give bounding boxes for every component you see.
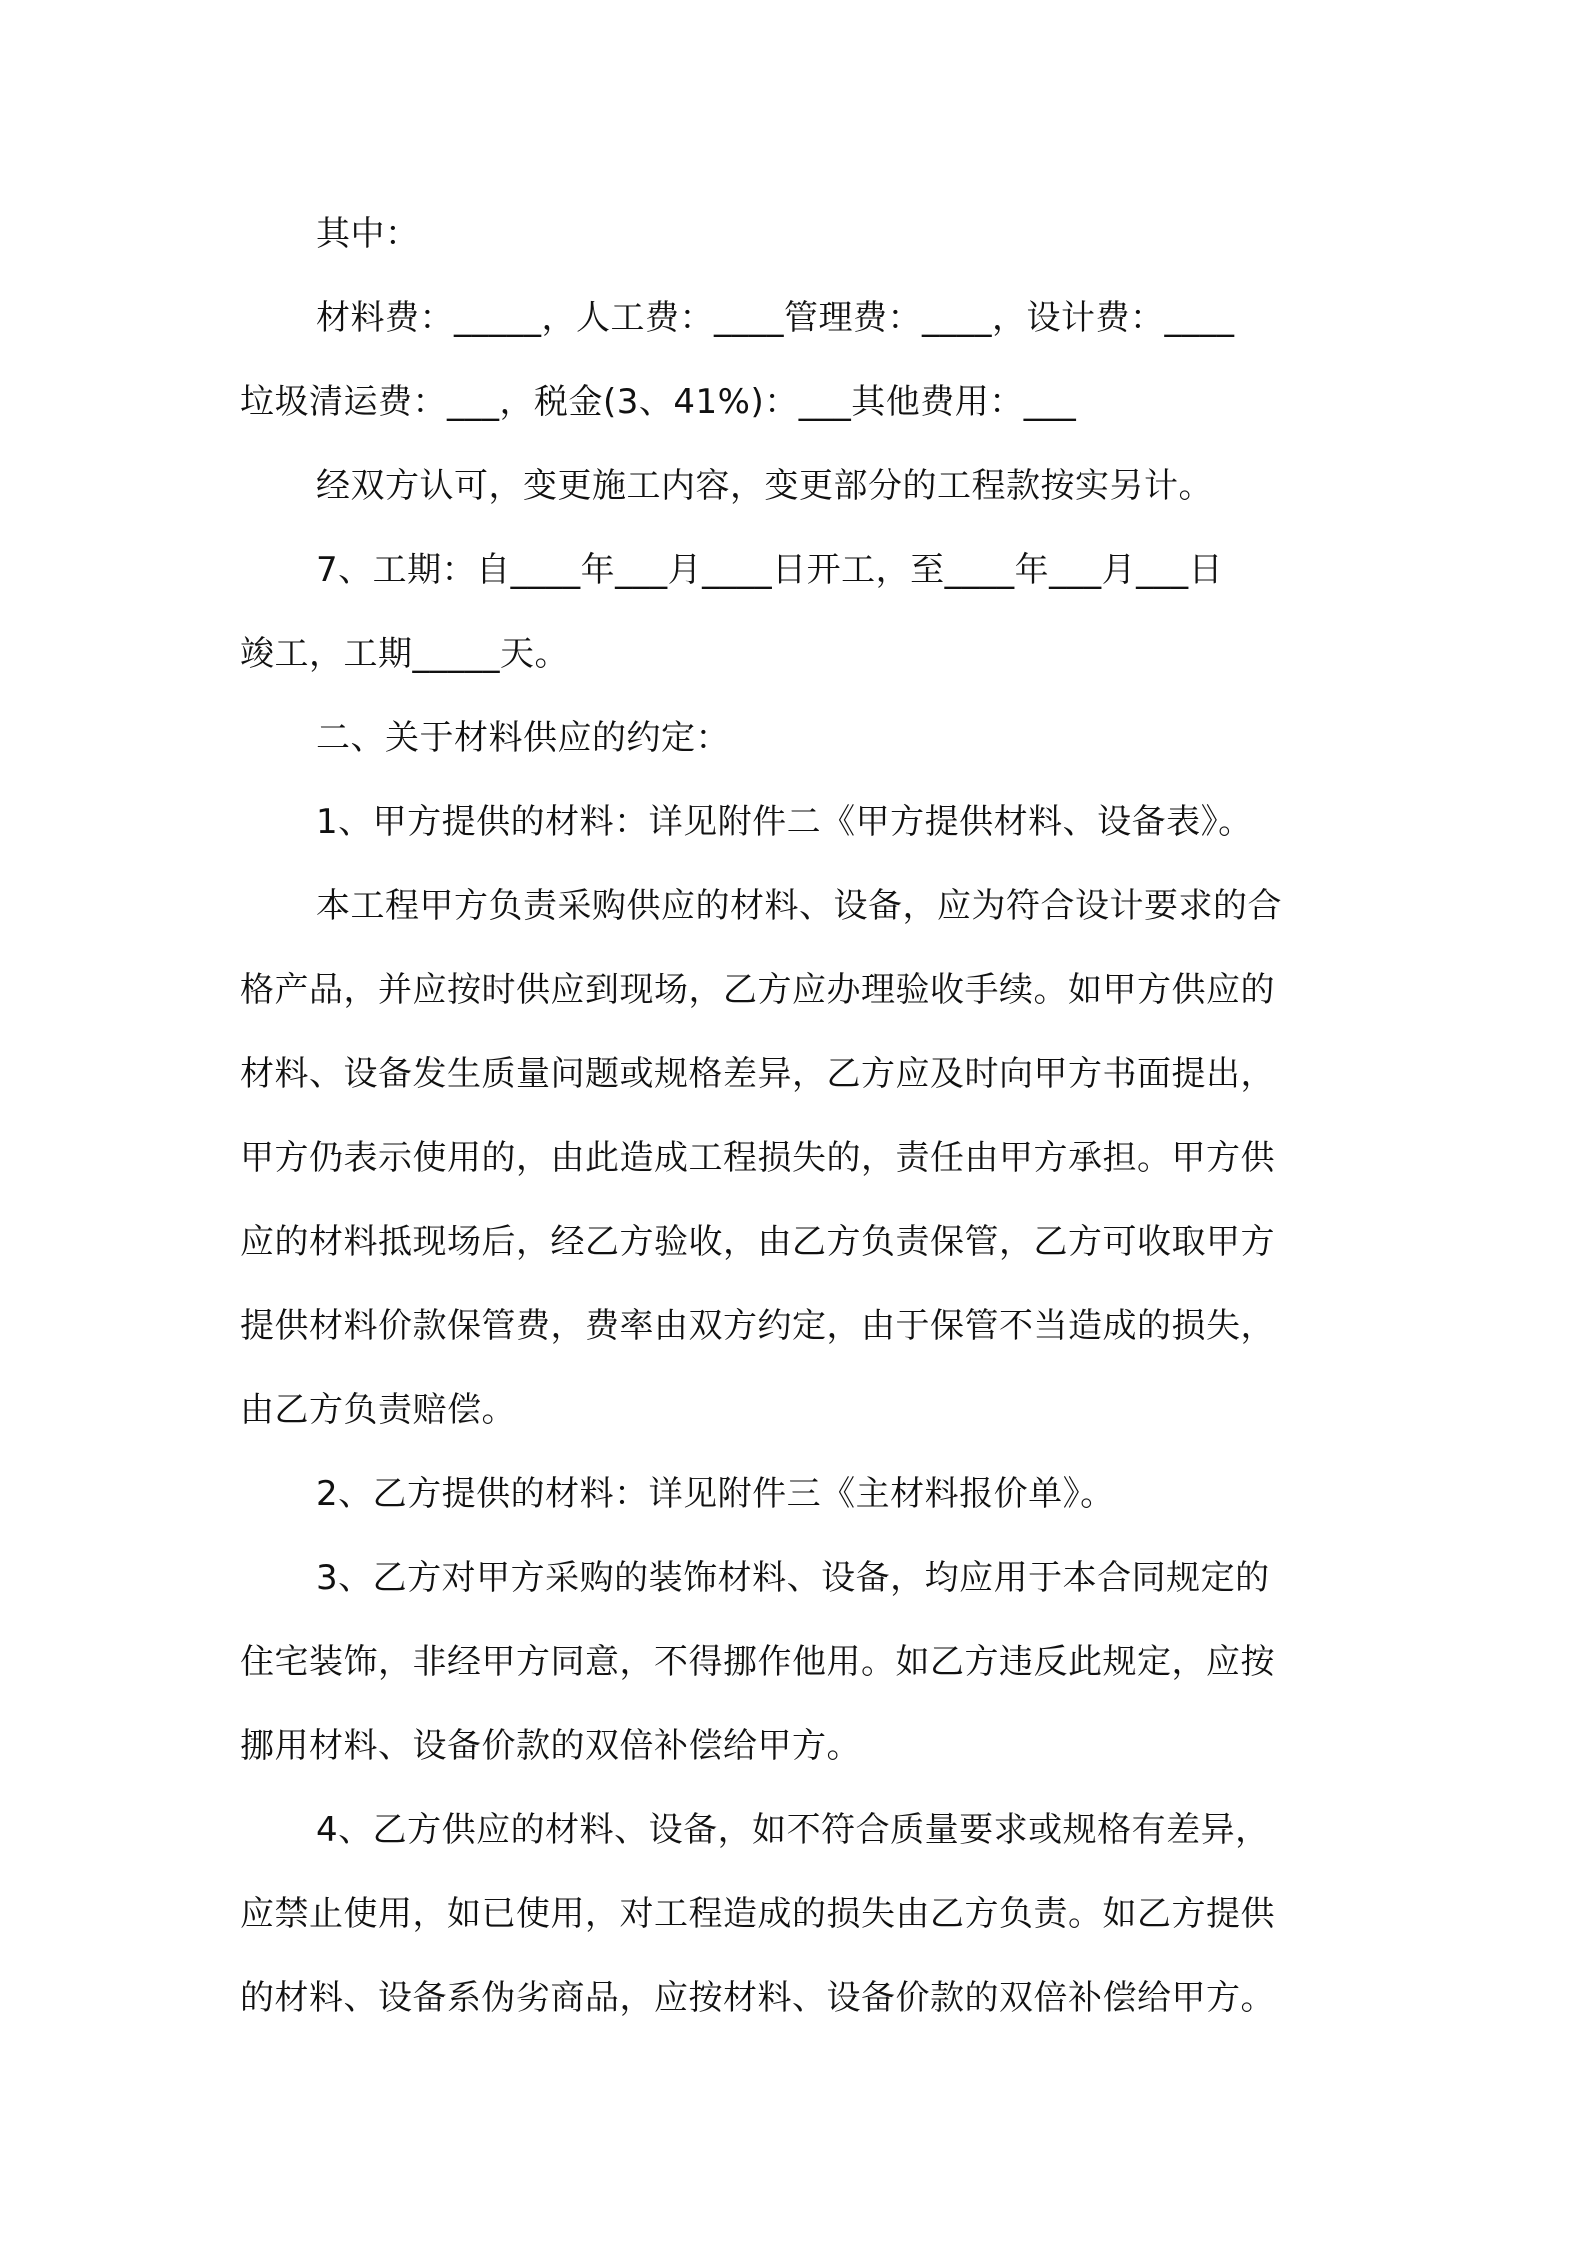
text-line: 住宅装饰，非经甲方同意，不得挪作他用。如乙方违反此规定，应按 [240,1642,1275,1682]
text-line: 由乙方负责赔偿。 [240,1390,516,1430]
text-line: 应禁止使用，如已使用，对工程造成的损失由乙方负责。如乙方提供 [240,1894,1275,1934]
text-line: 经双方认可，变更施工内容，变更部分的工程款按实另计。 [316,466,1213,506]
text-line: 3、乙方对甲方采购的装饰材料、设备，均应用于本合同规定的 [316,1558,1270,1598]
text-line: 材料费：_____，人工费：____管理费：____，设计费：____ [316,298,1235,338]
text-line: 其中： [316,214,420,254]
text-line: 垃圾清运费：___，税金(3、41%)：___其他费用：___ [240,382,1077,422]
text-line: 竣工，工期_____天。 [240,634,569,674]
text-line: 2、乙方提供的材料：详见附件三《主材料报价单》。 [316,1474,1115,1514]
text-line: 的材料、设备系伪劣商品，应按材料、设备价款的双倍补偿给甲方。 [240,1978,1275,2018]
text-line: 材料、设备发生质量问题或规格差异，乙方应及时向甲方书面提出， [240,1054,1275,1094]
text-line: 7、工期：自____年___月____日开工，至____年___月___日 [316,550,1224,590]
text-line: 格产品，并应按时供应到现场，乙方应办理验收手续。如甲方供应的 [240,970,1275,1010]
text-line: 提供材料价款保管费，费率由双方约定，由于保管不当造成的损失， [240,1306,1275,1346]
text-line: 1、甲方提供的材料：详见附件二《甲方提供材料、设备表》。 [316,802,1253,842]
text-line: 本工程甲方负责采购供应的材料、设备，应为符合设计要求的合 [316,886,1282,926]
document-body [240,192,1352,2040]
text-line: 挪用材料、设备价款的双倍补偿给甲方。 [240,1726,861,1766]
text-line: 甲方仍表示使用的，由此造成工程损失的，责任由甲方承担。甲方供 [240,1138,1275,1178]
section-heading: 二、关于材料供应的约定： [316,718,730,758]
text-line: 4、乙方供应的材料、设备，如不符合质量要求或规格有差异， [316,1810,1270,1850]
text-line: 应的材料抵现场后，经乙方验收，由乙方负责保管，乙方可收取甲方 [240,1222,1275,1262]
